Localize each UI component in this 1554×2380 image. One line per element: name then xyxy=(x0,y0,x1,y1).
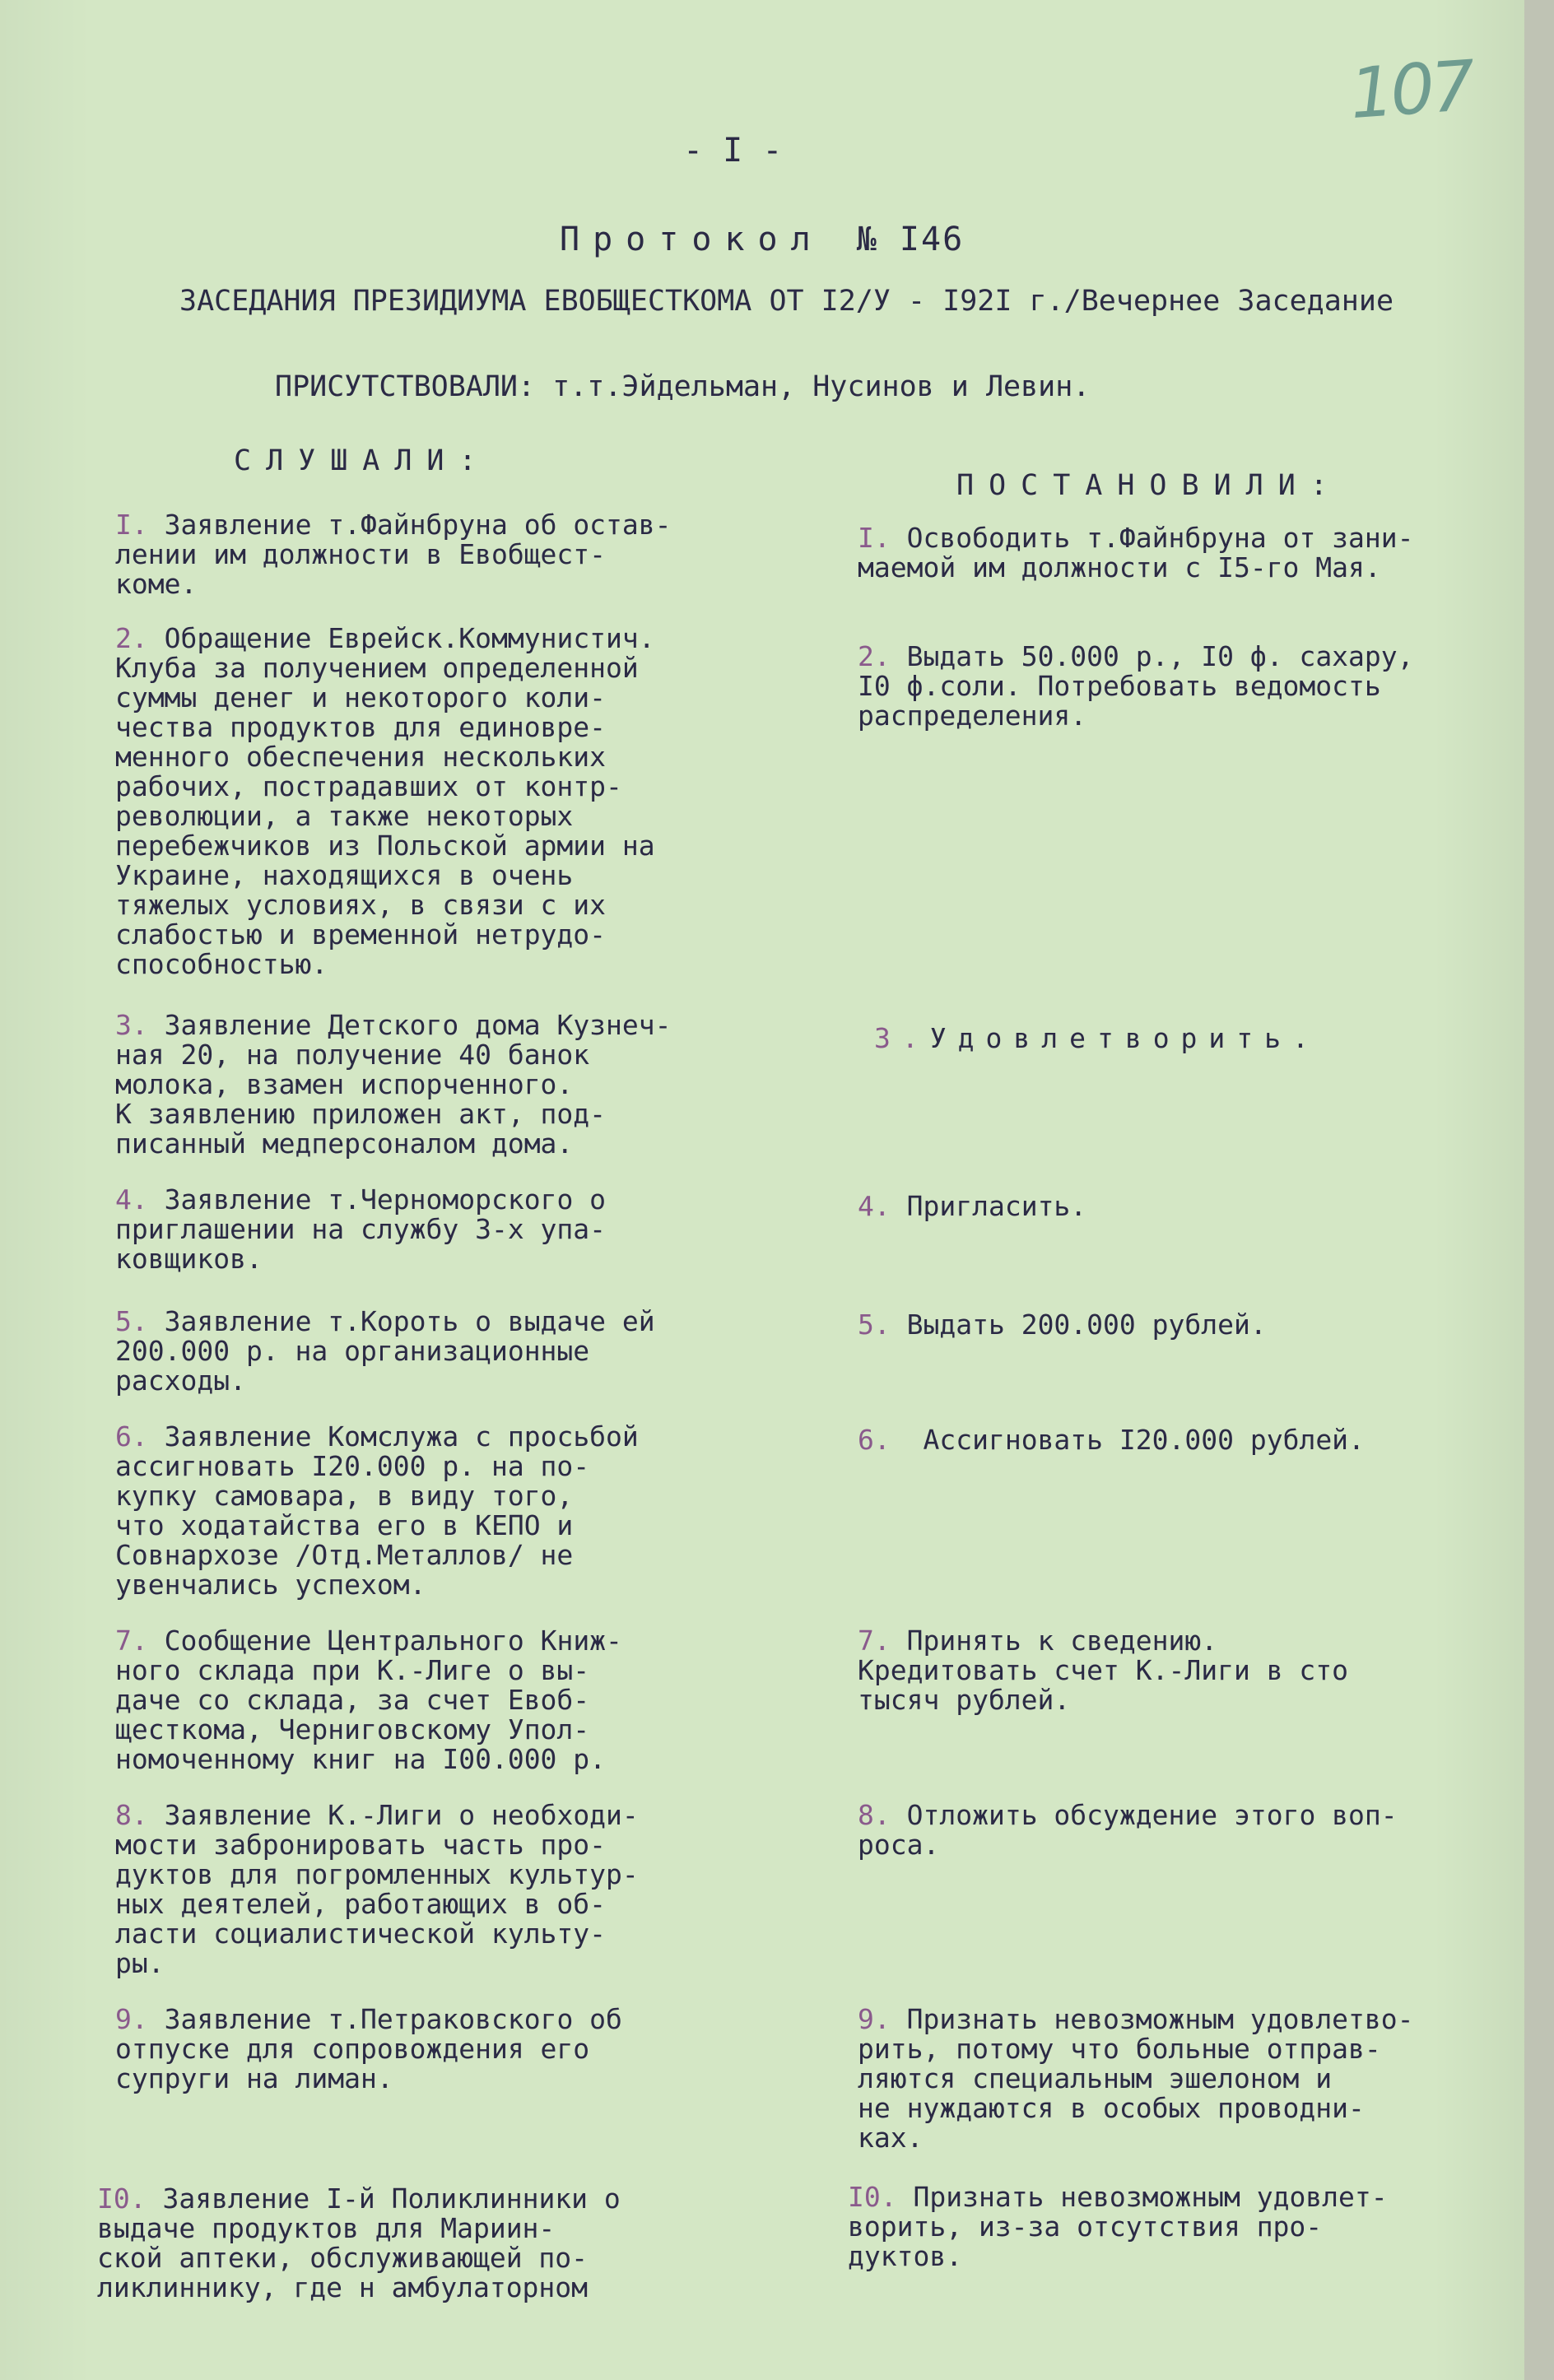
folio-number: 107 xyxy=(1347,44,1475,135)
decided-item-9-number: 9. xyxy=(858,2003,891,2035)
decided-item-1-text: Освободить т.Файнбруна от зани- маемой им должности с I5-го Мая. xyxy=(858,522,1414,583)
decided-item-5 xyxy=(858,1310,1267,1340)
heard-item-4-number: 4. xyxy=(115,1183,148,1216)
heard-item-8-number: 8. xyxy=(115,1799,148,1831)
heard-item-3 xyxy=(115,1011,672,1159)
heard-item-7-text: Сообщение Центрального Книж- ного склада при К.-Лиге о вы- даче со склада, за счет Евоб- щесткома, Черниговскому Упол- номоченному книг на I00.000 р. xyxy=(115,1625,622,1775)
heard-column-heading: СЛУШАЛИ: xyxy=(234,444,491,477)
heard-item-2 xyxy=(115,624,655,979)
decided-item-7-text: Принять к сведению. Кредитовать счет К.-Лиги в сто тысяч рублей. xyxy=(858,1625,1349,1716)
decided-item-3-number: 3. xyxy=(874,1022,930,1054)
decided-item-4-number: 4. xyxy=(858,1190,891,1222)
heard-item-6 xyxy=(115,1422,639,1600)
heard-item-10-text: Заявление I-й Поликлинники о выдаче продуктов для Мариин- ской аптеки, обслуживающей по- ликлиннику, где н амбулаторном xyxy=(97,2182,621,2303)
decided-item-3-text: Удовлетворить. xyxy=(929,1022,1320,1054)
decided-item-10 xyxy=(848,2182,1388,2271)
decided-item-4 xyxy=(858,1192,1086,1221)
heard-item-5-text: Заявление т.Короть о выдаче ей 200.000 р. на организационные расходы. xyxy=(115,1305,655,1397)
heard-item-8-text: Заявление К.-Лиги о необходи- мости забронировать часть про- дуктов для погромленных культур- ных деятелей, работающих в об- ласти социалистической культу- ры. xyxy=(115,1799,639,1979)
heard-item-4-text: Заявление т.Черноморского о приглашении на службу 3-х упа- ковщиков. xyxy=(115,1183,607,1275)
attendees-line: ПРИСУТСТВОВАЛИ: т.т.Эйдельман, Нусинов и Левин. xyxy=(275,370,1091,403)
heard-item-10-number: I0. xyxy=(97,2182,147,2215)
heard-item-3-text: Заявление Детского дома Кузнеч- ная 20, на получение 40 банок молока, взамен испорченного. К заявлению приложен акт, под- писанный медперсоналом дома. xyxy=(115,1009,672,1160)
decided-item-10-text: Признать невозможным удовлет- ворить, из-за отсутствия про- дуктов. xyxy=(848,2181,1388,2272)
heard-item-2-number: 2. xyxy=(115,622,148,654)
heard-item-9-text: Заявление т.Петраковского об отпуске для сопровождения его супруги на лиман. xyxy=(115,2003,622,2094)
decided-item-10-number: I0. xyxy=(848,2181,897,2213)
decided-item-5-number: 5. xyxy=(858,1309,891,1341)
heard-item-9-number: 9. xyxy=(115,2003,148,2035)
decided-item-9-text: Признать невозможным удовлетво- рить, потому что больные отправ- ляются специальным эшелоном и не нуждаются в особых проводни- ках. xyxy=(858,2003,1414,2154)
decided-item-1-number: I. xyxy=(858,522,891,554)
heard-item-5-number: 5. xyxy=(115,1305,148,1337)
heard-item-6-text: Заявление Комслужа с просьбой ассигновать I20.000 р. на по- купку самовара, в виду того, что ходатайства его в КЕПО и Совнархозе /Отд.Металлов/ не увенчались успехом. xyxy=(115,1420,639,1601)
heard-item-3-number: 3. xyxy=(115,1009,148,1041)
decided-item-7 xyxy=(858,1626,1348,1715)
decided-item-6-number: 6. xyxy=(858,1424,891,1456)
meeting-subtitle: ЗАСЕДАНИЯ ПРЕЗИДИУМА ЕВОБЩЕСТКОМА ОТ I2/У - I92I г./Вечернее Заседание xyxy=(179,285,1394,318)
decided-item-3 xyxy=(874,1024,1320,1053)
heard-item-10 xyxy=(97,2184,621,2303)
decided-item-5-text: Выдать 200.000 рублей. xyxy=(906,1309,1267,1341)
protocol-title xyxy=(560,221,964,258)
protocol-number: № I46 xyxy=(856,221,965,258)
scan-edge-strip xyxy=(1524,0,1554,2380)
page-number: - I - xyxy=(683,132,783,170)
heard-item-8 xyxy=(115,1801,639,1978)
decided-item-2-text: Выдать 50.000 р., I0 ф. сахару, I0 ф.соли. Потребовать ведомость распределения. xyxy=(858,640,1414,732)
decided-item-2 xyxy=(858,642,1414,731)
decided-item-9 xyxy=(858,2005,1414,2153)
decided-item-7-number: 7. xyxy=(858,1625,891,1657)
heard-item-5 xyxy=(115,1307,655,1396)
heard-item-1-text: Заявление т.Файнбруна об остав- лении им должности в Евобщест- коме. xyxy=(115,509,672,600)
heard-item-7-number: 7. xyxy=(115,1625,148,1657)
heard-item-1 xyxy=(115,510,672,599)
decided-item-1 xyxy=(858,523,1414,583)
decided-item-2-number: 2. xyxy=(858,640,891,672)
decided-item-6 xyxy=(858,1425,1365,1455)
decided-item-6-text: Ассигновать I20.000 рублей. xyxy=(906,1424,1365,1456)
heard-item-1-number: I. xyxy=(115,509,148,541)
heard-item-6-number: 6. xyxy=(115,1420,148,1453)
decided-item-8-number: 8. xyxy=(858,1799,891,1831)
heard-item-7 xyxy=(115,1626,622,1774)
decided-item-8 xyxy=(858,1801,1398,1860)
decided-column-heading: ПОСТАНОВИЛИ: xyxy=(956,469,1342,502)
decided-item-8-text: Отложить обсуждение этого воп- роса. xyxy=(858,1799,1398,1861)
heard-item-4 xyxy=(115,1185,606,1274)
heard-item-9 xyxy=(115,2005,622,2094)
decided-item-4-text: Пригласить. xyxy=(906,1190,1087,1222)
heard-item-2-text: Обращение Еврейск.Коммунистич. Клуба за получением определенной суммы денег и некоторого коли- чества продуктов для единовре- менного обеспечения нескольких рабочих, пострадавших от контр- революции, а также некоторых перебежчиков из Польской армии на Украине, находящихся в очень тяжелых условиях, в связи с их слабостью и временной нетрудо- способностью. xyxy=(115,622,655,980)
protocol-title-word: Протокол xyxy=(560,221,824,258)
